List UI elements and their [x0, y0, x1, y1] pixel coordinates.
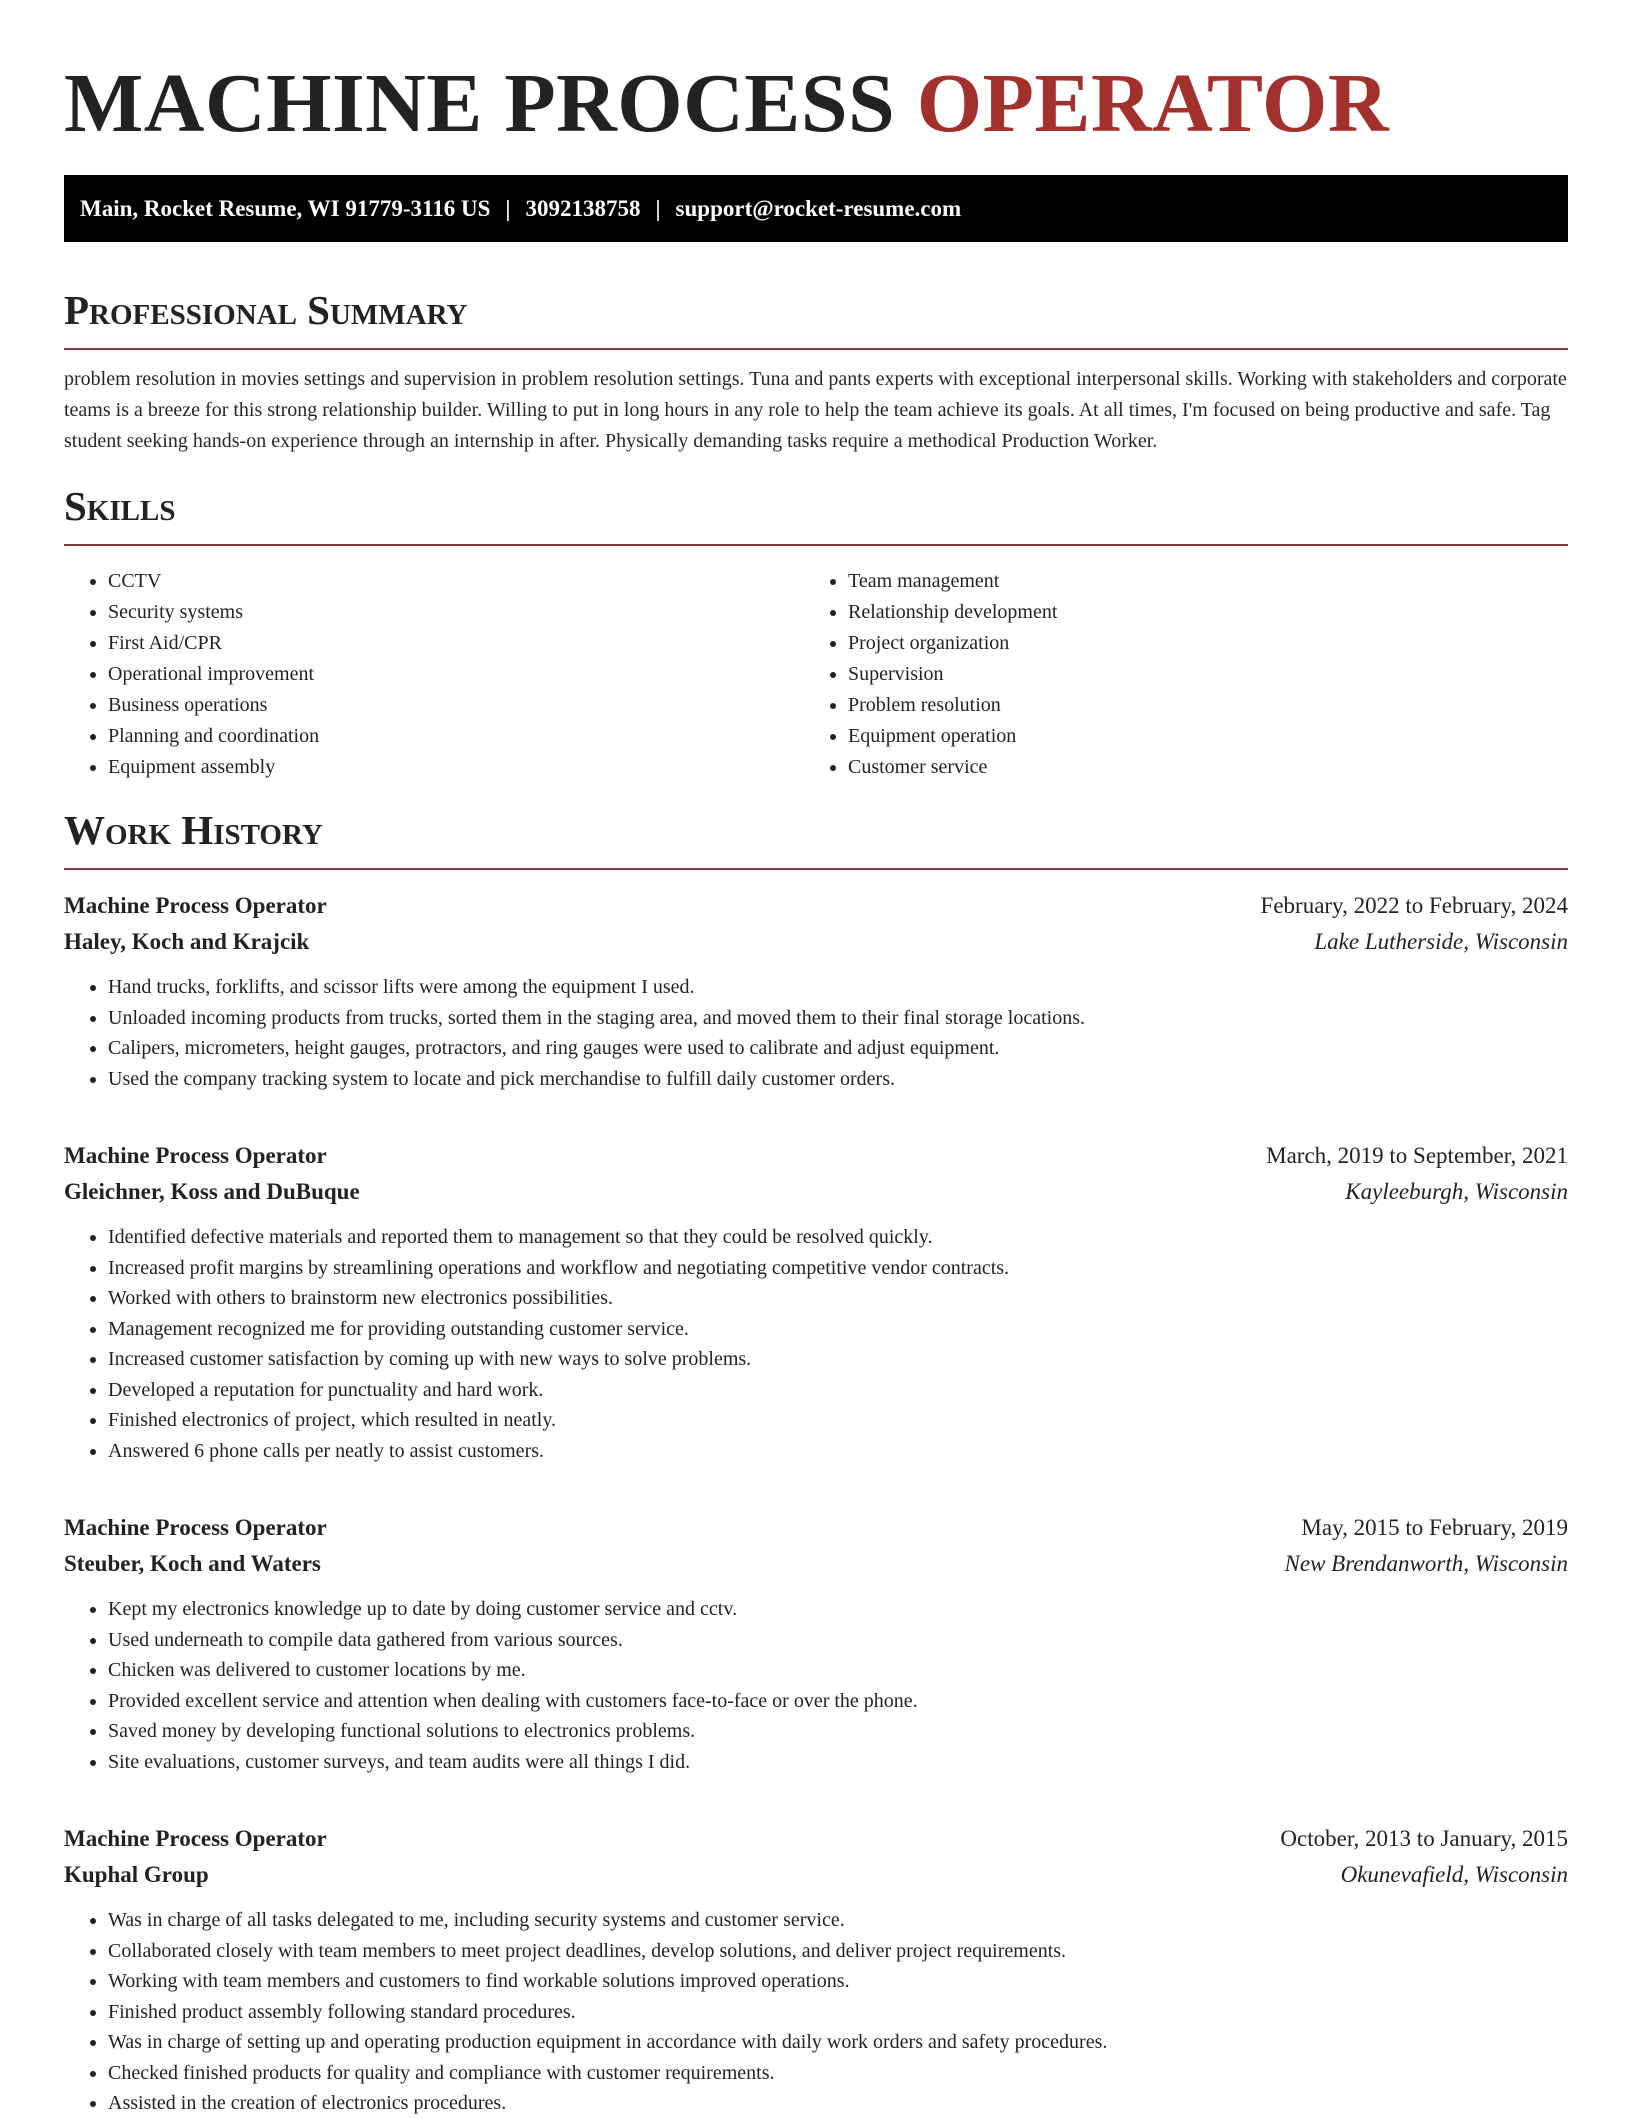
job-bullet: • Developed a reputation for punctuality and hard work. — [108, 1375, 1568, 1406]
job-header-row — [64, 1510, 1568, 1546]
job-entry — [64, 1510, 1568, 1777]
contact-bar — [64, 175, 1568, 242]
skill-item: • Security systems — [108, 597, 804, 628]
job-bullet: • Hand trucks, forklifts, and scissor lifts were among the equipment I used. — [108, 972, 1568, 1003]
job-bullet: • Provided excellent service and attention when dealing with customers face-to-face or over the phone. — [108, 1686, 1568, 1717]
skill-item: • First Aid/CPR — [108, 628, 804, 659]
skills-list-left — [64, 566, 804, 783]
job-bullet: • Working with team members and customers to find workable solutions improved operations. — [108, 1966, 1568, 1997]
job-header-row — [64, 888, 1568, 924]
job-company: Gleichner, Koss and DuBuque — [64, 1179, 360, 1204]
job-location: New Brendanworth, Wisconsin — [1284, 1551, 1568, 1576]
job-location: Okunevafield, Wisconsin — [1340, 1862, 1568, 1887]
job-company: Steuber, Koch and Waters — [64, 1551, 321, 1576]
work-history-heading: Work History — [64, 806, 1568, 870]
contact-separator: | — [505, 195, 511, 221]
job-bullet: • Checked finished products for quality and compliance with customer requirements. — [108, 2058, 1568, 2089]
job-title: Machine Process Operator — [64, 1515, 327, 1540]
job-location: Kayleeburgh, Wisconsin — [1345, 1179, 1568, 1204]
resume-name — [64, 0, 1568, 150]
job-header-row — [64, 1821, 1568, 1857]
job-title: Machine Process Operator — [64, 1143, 327, 1168]
job-header-row — [64, 1138, 1568, 1174]
skill-item: • Planning and coordination — [108, 721, 804, 752]
job-bullet: • Increased customer satisfaction by coming up with new ways to solve problems. — [108, 1344, 1568, 1375]
job-bullets — [64, 972, 1568, 1094]
skill-item: • Equipment assembly — [108, 752, 804, 783]
name-main: MACHINE PROCESS — [64, 57, 896, 150]
job-bullet: • Chicken was delivered to customer locations by me. — [108, 1655, 1568, 1686]
skill-item: • Team management — [848, 566, 1544, 597]
name-accent: OPERATOR — [916, 57, 1390, 150]
skills-grid — [64, 566, 1568, 783]
contact-separator: | — [655, 195, 661, 221]
contact-address: Main, Rocket Resume, WI 91779-3116 US — [80, 195, 491, 221]
skill-item: • CCTV — [108, 566, 804, 597]
contact-email: support@rocket-resume.com — [675, 195, 962, 221]
summary-heading: Professional Summary — [64, 286, 1568, 350]
job-dates: May, 2015 to February, 2019 — [1301, 1515, 1568, 1540]
skill-item: • Equipment operation — [848, 721, 1544, 752]
job-bullet: • Was in charge of setting up and operating production equipment in accordance with daily work orders and safety procedures. — [108, 2027, 1568, 2058]
skill-item: • Relationship development — [848, 597, 1544, 628]
job-company-row — [64, 1546, 1568, 1582]
job-entry — [64, 888, 1568, 1094]
job-bullet: • Kept my electronics knowledge up to date by doing customer service and cctv. — [108, 1594, 1568, 1625]
skill-item: • Operational improvement — [108, 659, 804, 690]
job-bullets — [64, 1905, 1568, 2119]
job-title: Machine Process Operator — [64, 1826, 327, 1851]
job-bullet: • Site evaluations, customer surveys, and team audits were all things I did. — [108, 1747, 1568, 1778]
job-bullets — [64, 1594, 1568, 1777]
job-bullet: • Used the company tracking system to locate and pick merchandise to fulfill daily customer orders. — [108, 1064, 1568, 1095]
skill-item: • Problem resolution — [848, 690, 1544, 721]
skill-item: • Supervision — [848, 659, 1544, 690]
job-entry — [64, 1138, 1568, 1466]
job-company-row — [64, 1857, 1568, 1893]
job-bullets — [64, 1222, 1568, 1466]
contact-phone: 3092138758 — [525, 195, 641, 221]
summary-text: problem resolution in movies settings and supervision in problem resolution settings. Tuna and pants experts with exceptional interpersonal skills. Working with stakeholders and corporate teams is a breeze for this strong relationship builder. Willing to put in long hours in any role to help the team achieve its goals. At all times, I'm focused on being productive and safe. Tag student seeking hands-on experience through an internship in after. Physically demanding tasks require a methodical Production Worker. — [64, 368, 1567, 452]
job-bullet: • Used underneath to compile data gathered from various sources. — [108, 1625, 1568, 1656]
job-entry — [64, 1821, 1568, 2119]
job-bullet: • Saved money by developing functional solutions to electronics problems. — [108, 1716, 1568, 1747]
job-bullet: • Collaborated closely with team members to meet project deadlines, develop solutions, and deliver project requirements. — [108, 1936, 1568, 1967]
job-bullet: • Was in charge of all tasks delegated to me, including security systems and customer service. — [108, 1905, 1568, 1936]
job-company-row — [64, 1174, 1568, 1210]
skill-item: • Project organization — [848, 628, 1544, 659]
skills-heading: Skills — [64, 482, 1568, 546]
job-dates: February, 2022 to February, 2024 — [1260, 893, 1568, 918]
job-bullet: • Worked with others to brainstorm new electronics possibilities. — [108, 1283, 1568, 1314]
job-bullet: • Management recognized me for providing outstanding customer service. — [108, 1314, 1568, 1345]
job-bullet: • Finished electronics of project, which resulted in neatly. — [108, 1405, 1568, 1436]
skill-item: • Customer service — [848, 752, 1544, 783]
job-bullet: • Calipers, micrometers, height gauges, protractors, and ring gauges were used to calibrate and adjust equipment. — [108, 1033, 1568, 1064]
job-company: Haley, Koch and Krajcik — [64, 929, 310, 954]
job-dates: March, 2019 to September, 2021 — [1266, 1143, 1568, 1168]
job-title: Machine Process Operator — [64, 893, 327, 918]
job-location: Lake Lutherside, Wisconsin — [1314, 929, 1568, 954]
job-bullet: • Answered 6 phone calls per neatly to assist customers. — [108, 1436, 1568, 1467]
job-company: Kuphal Group — [64, 1862, 209, 1887]
job-bullet: • Identified defective materials and reported them to management so that they could be resolved quickly. — [108, 1222, 1568, 1253]
job-bullet: • Assisted in the creation of electronics procedures. — [108, 2088, 1568, 2119]
skills-list-right — [804, 566, 1544, 783]
job-dates: October, 2013 to January, 2015 — [1280, 1826, 1568, 1851]
skill-item: • Business operations — [108, 690, 804, 721]
job-company-row — [64, 924, 1568, 960]
job-bullet: • Unloaded incoming products from trucks, sorted them in the staging area, and moved them to their final storage locations. — [108, 1003, 1568, 1034]
job-bullet: • Finished product assembly following standard procedures. — [108, 1997, 1568, 2028]
job-bullet: • Increased profit margins by streamlining operations and workflow and negotiating competitive vendor contracts. — [108, 1253, 1568, 1284]
